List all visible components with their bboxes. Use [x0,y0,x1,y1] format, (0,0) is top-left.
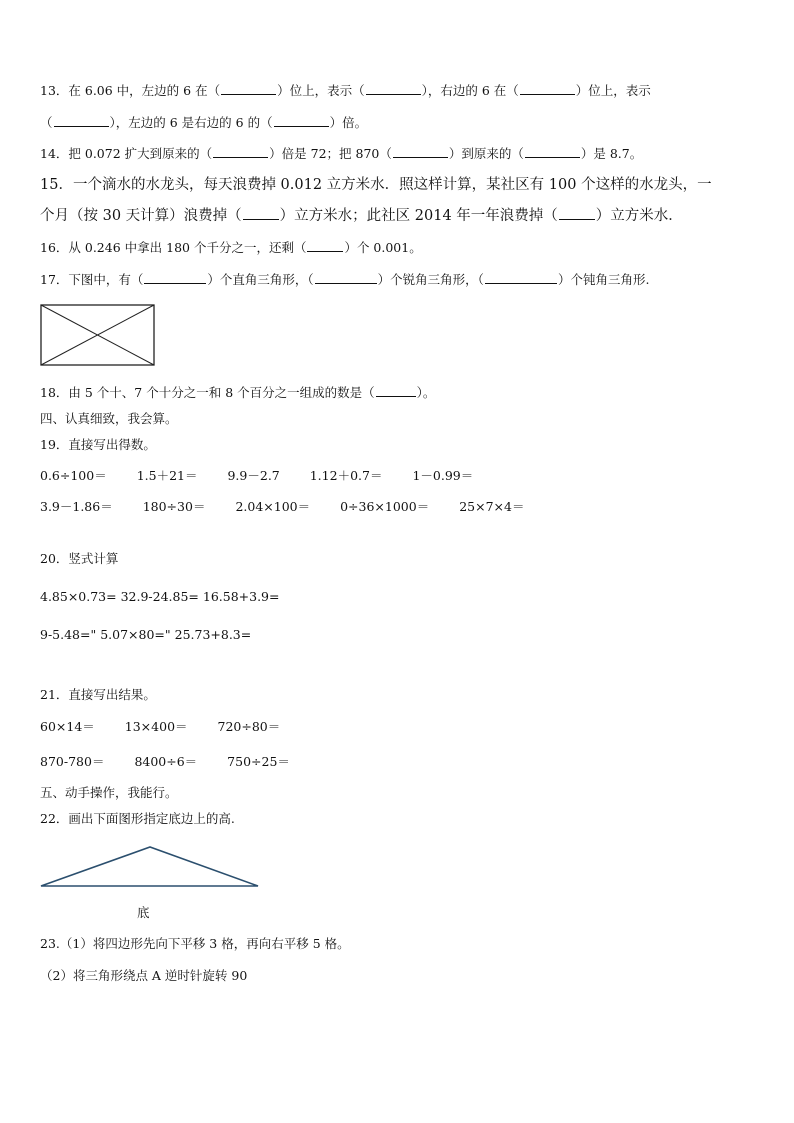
expression: 3.9－1.86＝ [40,499,113,514]
rectangle-with-diagonals-figure [38,302,158,368]
answer-blank[interactable] [376,384,416,397]
expression: 0÷36×1000＝ [340,499,430,514]
answer-blank[interactable] [221,82,276,95]
question-21-row-2 [40,753,316,771]
expression: 750÷25＝ [227,754,290,769]
expression: 2.04×100＝ [235,499,311,514]
expression: 1－0.99＝ [412,468,474,483]
answer-blank[interactable] [315,271,377,284]
expression: 9.9－2.7 [227,468,280,483]
answer-blank[interactable] [243,207,279,220]
question-22-title: 22．画出下面图形指定底边上的高. [40,811,235,826]
section-5-heading: 五、动手操作，我能行。 [40,785,178,800]
question-15-line-1: 15．一个滴水的水龙头，每天浪费掉 0.012 立方米水．照这样计算，某社区有 100 个这样的水龙头，一 [40,177,712,193]
question-23-part-2: （2）将三角形绕点 A 逆时针旋转 90 [40,968,248,983]
answer-blank[interactable] [559,207,595,220]
answer-blank[interactable] [213,145,268,158]
question-15-line-2: 个月（按 30 天计算）浪费掉（ ）立方米水；此社区 2014 年一年浪费掉（ ）立方米水． [40,208,683,224]
answer-blank[interactable] [274,114,329,127]
question-20-row-1: 4.85×0.73= 32.9-24.85= 16.58+3.9= [40,589,280,604]
question-14: 14．把 0.072 扩大到原来的（ ）倍是 72；把 870（ ）到原来的（ ）是 8.7。 [40,146,643,161]
answer-blank[interactable] [525,145,580,158]
question-18: 18．由 5 个十、7 个十分之一和 8 个百分之一组成的数是（ ）。 [40,385,436,400]
expression: 1.12＋0.7＝ [309,468,383,483]
expression: 13×400＝ [124,719,188,734]
triangle-outline [41,847,258,886]
answer-blank[interactable] [366,82,421,95]
answer-blank[interactable] [144,271,206,284]
question-19-row-1 [40,467,499,485]
answer-blank[interactable] [520,82,575,95]
expression: 180÷30＝ [142,499,206,514]
expression: 1.5＋21＝ [136,468,198,483]
expression: 0.6÷100＝ [40,468,107,483]
obtuse-triangle-figure [38,842,262,892]
answer-blank[interactable] [54,114,109,127]
expression: 720÷80＝ [217,719,281,734]
question-16: 16．从 0.246 中拿出 180 个千分之一，还剩（ ）个 0.001。 [40,240,422,255]
question-17: 17．下图中，有（ ）个直角三角形，（ ）个锐角三角形，（ ）个钝角三角形. [40,272,650,287]
expression: 60×14＝ [40,719,95,734]
question-21-title: 21．直接写出结果。 [40,687,156,702]
question-13-line-1: 13．在 6.06 中，左边的 6 在（ ）位上，表示（ ），右边的 6 在（ ）位上，表示 [40,83,651,98]
section-4-heading: 四、认真细致，我会算。 [40,411,178,426]
question-21-row-1 [40,718,306,736]
question-20-title: 20．竖式计算 [40,551,119,566]
expression: 8400÷6＝ [134,754,198,769]
question-19-row-2 [40,498,550,516]
answer-blank[interactable] [393,145,448,158]
question-13-line-2: （ ），左边的 6 是右边的 6 的（ ）倍。 [40,115,368,130]
question-19-title: 19．直接写出得数。 [40,437,156,452]
expression: 870-780＝ [40,754,105,769]
answer-blank[interactable] [307,239,343,252]
base-label: 底 [137,905,150,920]
answer-blank[interactable] [485,271,557,284]
expression: 25×7×4＝ [459,499,525,514]
question-23-part-1: 23.（1）将四边形先向下平移 3 格，再向右平移 5 格。 [40,936,350,951]
question-20-row-2: 9-5.48=" 5.07×80=" 25.73+8.3= [40,627,252,642]
